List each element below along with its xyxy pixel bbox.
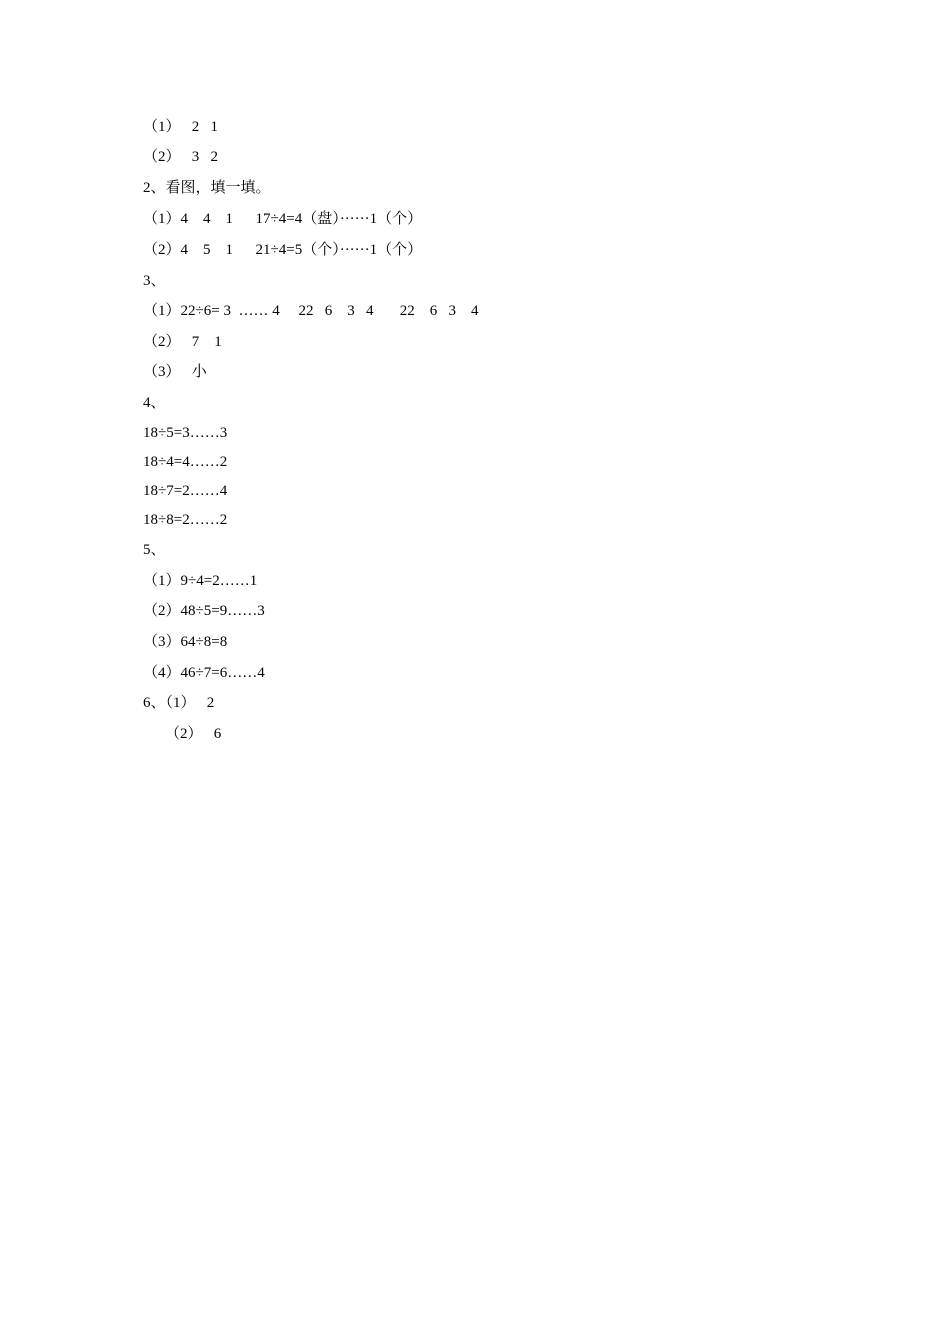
q5-heading: 5、 [143,542,166,558]
q5-part2-answer: （2）48÷5=9……3 [143,603,265,619]
q3-part1-answer: （1）22÷6= 3 …… 4 22 6 3 4 22 6 3 4 [143,303,479,319]
q4-equation-4: 18÷8=2……2 [143,512,228,528]
q4-heading: 4、 [143,395,166,411]
q2-part2-answer: （2）4 5 1 21÷4=5（个）······1（个） [143,242,423,258]
q2-part1-answer: （1）4 4 1 17÷4=4（盘）······1（个） [143,211,423,227]
q5-part1-answer: （1）9÷4=2……1 [143,573,258,589]
q3-part3-answer: （3） 小 [143,364,207,380]
q3-part2-answer: （2） 7 1 [143,334,222,350]
q5-part4-answer: （4）46÷7=6……4 [143,665,265,681]
q6-part1-answer: 6、（1） 2 [143,695,215,711]
q5-part3-answer: （3）64÷8=8 [143,634,228,650]
q4-equation-1: 18÷5=3……3 [143,425,228,441]
q1-part2-answer: （2） 3 2 [143,149,219,165]
q2-heading: 2、看图，填一填。 [143,180,271,196]
q3-heading: 3、 [143,273,166,289]
q4-equation-3: 18÷7=2……4 [143,483,228,499]
q6-part2-answer: （2） 6 [165,726,222,742]
q4-equation-2: 18÷4=4……2 [143,454,228,470]
q1-part1-answer: （1） 2 1 [143,119,219,135]
